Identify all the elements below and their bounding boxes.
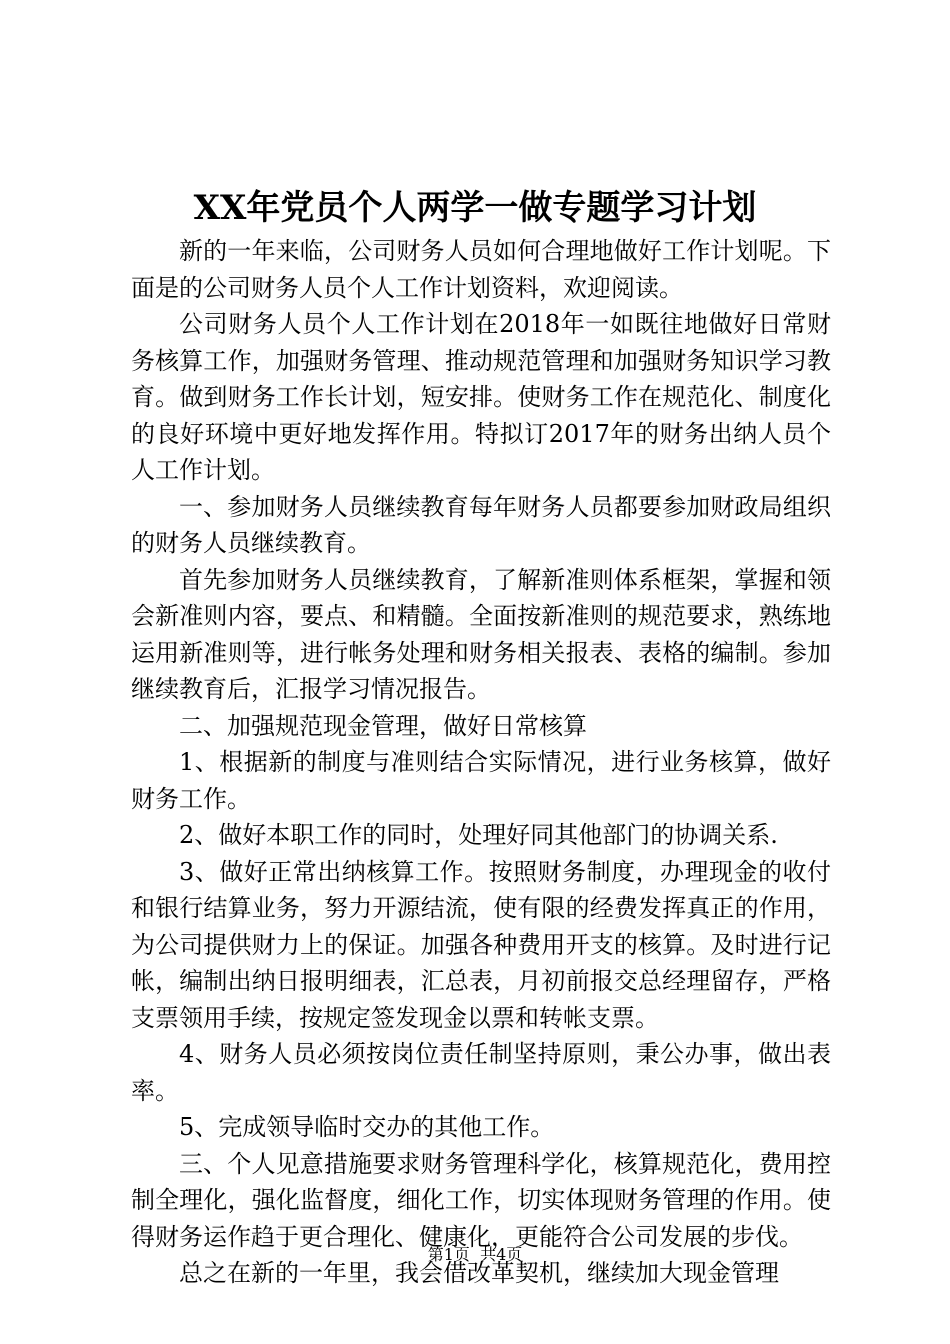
paragraph: 公司财务人员个人工作计划在2018年一如既往地做好日常财务核算工作，加强财务管理、推动规范管理和加强财务知识学习教育。做到财务工作长计划，短安排。使财务工作在规范化、制度化的良好环境中更好地发挥作用。特拟订2017年的财务出纳人员个人工作计划。 [131,310,831,484]
document-title: XX年党员个人两学一做专题学习计划 [193,188,757,228]
paragraph: 新的一年来临，公司财务人员如何合理地做好工作计划呢。下面是的公司财务人员个人工作计划资料，欢迎阅读。 [131,237,831,302]
paragraph: 1、根据新的制度与准则结合实际情况，进行业务核算，做好财务工作。 [131,748,831,813]
page-total: 共4页 [480,1245,523,1264]
document-body [131,233,831,1292]
paragraph: 3、做好正常出纳核算工作。按照财务制度，办理现金的收付和银行结算业务，努力开源结流，使有限的经费发挥真正的作用，为公司提供财力上的保证。加强各种费用开支的核算。及时进行记帐，编制出纳日报明细表，汇总表，月初前报交总经理留存，严格支票领用手续，按规定签发现金以票和转帐支票。 [131,857,831,1032]
paragraph: 二、加强规范现金管理，做好日常核算 [179,711,587,740]
paragraph: 首先参加财务人员继续教育，了解新准则体系框架，掌握和领会新准则内容，要点、和精髓。全面按新准则的规范要求，熟练地运用新准则等，进行帐务处理和财务相关报表、表格的编制。参加继续教育后，汇报学习情况报告。 [131,565,831,703]
paragraph: 总之在新的一年里，我会借改革契机，继续加大现金管理 [179,1259,779,1287]
paragraph: 4、财务人员必须按岗位责任制坚持原则，秉公办事，做出表率。 [131,1040,831,1105]
paragraph: 5、完成领导临时交办的其他工作。 [179,1113,555,1141]
page-footer [0,1242,950,1265]
paragraph: 2、做好本职工作的同时，处理好同其他部门的协调关系. [179,821,778,849]
paragraph: 三、个人见意措施要求财务管理科学化，核算规范化，费用控制全理化，强化监督度，细化工作，切实体现财务管理的作用。使得财务运作趋于更合理化、健康化，更能符合公司发展的步伐。 [131,1149,831,1251]
paragraph: 一、参加财务人员继续教育每年财务人员都要参加财政局组织的财务人员继续教育。 [131,492,831,557]
page-number: 第1页 [427,1245,470,1264]
